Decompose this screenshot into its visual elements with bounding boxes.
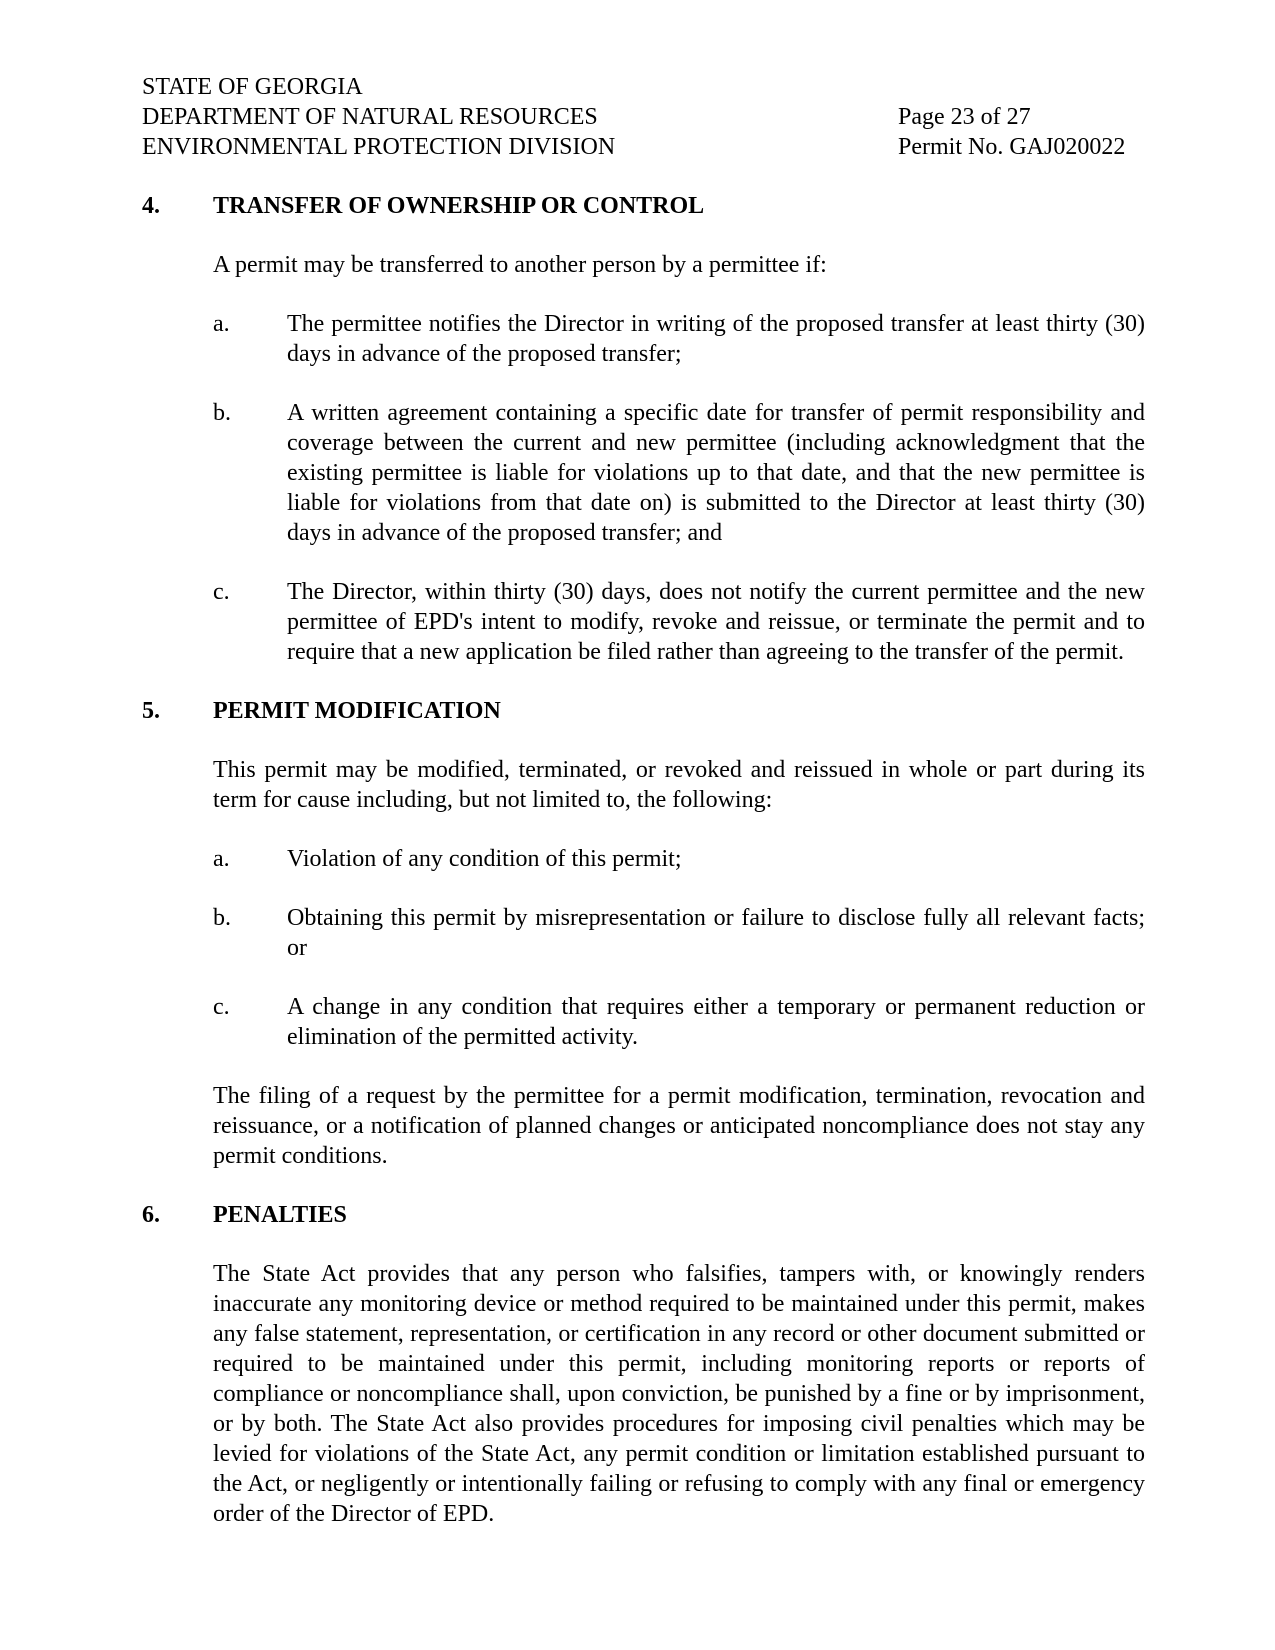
item-label: a. [213,846,230,872]
item-text: A change in any condition that requires either a temporary or permanent reduction or elimination of the permitted activity. [287,994,1145,1050]
section-4-item-a [213,309,1145,369]
item-text: The Director, within thirty (30) days, does not notify the current permittee and the new permittee of EPD's intent to modify, revoke and reissue, or terminate the permit and to require that a new application be filed rather than agreeing to the transfer of the permit. [287,579,1145,665]
section-5-heading [142,696,1145,726]
permit-number: Permit No. GAJ020022 [898,134,1126,160]
section-5-item-c [213,992,1145,1052]
section-4-item-b [213,398,1145,548]
item-label: b. [213,400,231,426]
agency-line-state: STATE OF GEORGIA [142,74,363,100]
item-text: A written agreement containing a specific date for transfer of permit responsibility and coverage between the current and new permittee (including acknowledgment that the existing permittee is liable for violations up to that date, and that the new permittee is liable for violations from that date on) is submitted to the Director at least thirty (30) days in advance of the proposed transfer; and [287,400,1145,546]
section-5-title: PERMIT MODIFICATION [213,698,501,724]
section-4-title: TRANSFER OF OWNERSHIP OR CONTROL [213,193,705,219]
item-text: Obtaining this permit by misrepresentation or failure to disclose fully all relevant facts; or [287,905,1145,961]
item-label: c. [213,994,230,1020]
item-text: The permittee notifies the Director in writing of the proposed transfer at least thirty (30) days in advance of the proposed transfer; [287,311,1145,367]
section-6-heading [142,1200,1145,1230]
item-text: Violation of any condition of this permit; [287,846,682,872]
page-info-block [898,102,1125,162]
section-6-title: PENALTIES [213,1202,347,1228]
section-5-item-b [213,903,1145,963]
section-4-item-c [213,577,1145,667]
item-label: b. [213,905,231,931]
page-header [142,72,1145,162]
section-5-closing: The filing of a request by the permittee for a permit modification, termination, revocation and reissuance, or a notification of planned changes or anticipated noncompliance does not stay any permit conditions. [213,1083,1145,1169]
section-5-number: 5. [142,698,160,724]
section-6-number: 6. [142,1202,160,1228]
section-4-intro: A permit may be transferred to another person by a permittee if: [213,252,827,278]
item-label: c. [213,579,230,605]
section-4-heading [142,191,1145,221]
section-5-intro: This permit may be modified, terminated, or revoked and reissued in whole or part during its term for cause including, but not limited to, the following: [213,757,1145,813]
item-label: a. [213,311,230,337]
agency-line-division: ENVIRONMENTAL PROTECTION DIVISION [142,134,616,160]
section-4-number: 4. [142,193,160,219]
page-number: Page 23 of 27 [898,104,1031,130]
section-6-body: The State Act provides that any person who falsifies, tampers with, or knowingly renders inaccurate any monitoring device or method required to be maintained under this permit, makes any false statement, representation, or certification in any record or other document submitted or required to be maintained under this permit, including monitoring reports or reports of compliance or noncompliance shall, upon conviction, be punished by a fine or by imprisonment, or by both. The State Act also provides procedures for imposing civil penalties which may be levied for violations of the State Act, any permit condition or limitation established pursuant to the Act, or negligently or intentionally failing or refusing to comply with any final or emergency order of the Director of EPD. [213,1261,1145,1527]
agency-line-department: DEPARTMENT OF NATURAL RESOURCES [142,104,598,130]
section-5-item-a [213,844,1145,874]
